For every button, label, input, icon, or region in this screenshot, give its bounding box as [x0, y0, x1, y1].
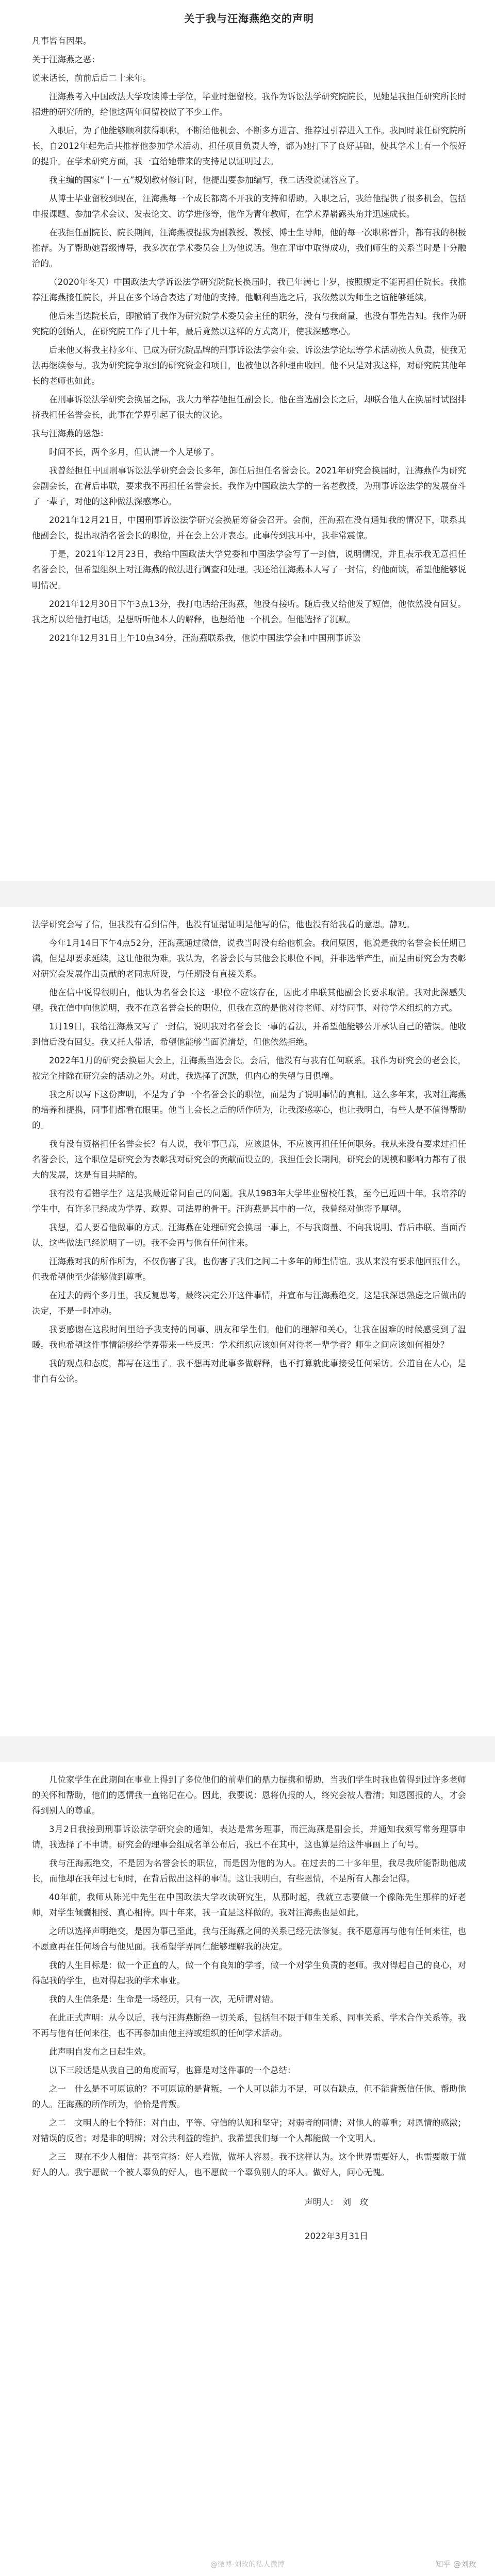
paragraph: 2021年12月21日，中国刑事诉讼法学研究会换届筹备会召开。会前，汪海燕在没有通知我的情况下，联系其他副会长，提出取消名誉会长的职位，并在会上公开表态。此事传到我耳中，我非常震惊。 [32, 515, 466, 541]
paragraph: 我曾经担任中国刑事诉讼法学研究会会长多年，卸任后担任名誉会长。2021年研究会换届时，汪海燕作为研究会副会长，在背后串联，要求我不再担任名誉会长。我作为中国政法大学的一名老教授，为刑事诉讼法学的发展奋斗了一辈子，对他的这种做法深感寒心。 [32, 466, 466, 507]
paragraph: 今年1月14日下午4点52分，汪海燕通过微信，说我当时没有给他机会。我问原因，他说是我的名誉会长任期已满，但是却要求延续，这让他很为难。我认为，名誉会长与其他会长职位不同，并非选举产生，而是由研究会为表彰对研究会发展作出贡献的老同志所设，与任期没有直接关系。 [32, 938, 466, 979]
paragraph: 我之所以写下这份声明，不是为了争一个名誉会长的职位，而是为了说明事情的真相。这么多年来，我对汪海燕的培养和提携，同事们都看在眼里。他当上会长之后的所作所为，让我深感寒心，也让我明白，有些人是不值得帮助的。 [32, 1090, 466, 1131]
paragraph: 我的观点和态度，都写在这里了。我不想再对此事多做解释，也不打算就此事接受任何采访。公道自在人心，是非自有公论。 [32, 1359, 466, 1384]
page-1-body [32, 33, 466, 646]
paragraph: 之一 什么是不可原谅的？不可原谅的是背叛。一个人可以能力不足，可以有缺点，但不能背叛信任他、帮助他的人。汪海燕的所作所为，恰恰是背叛。 [32, 2084, 466, 2110]
paragraph: 我主编的国家“十一五”规划教材修订时，他提出要参加编写，我二话没说就答应了。 [49, 175, 365, 185]
paragraph: 说来话长，前前后后二十来年。 [32, 73, 151, 83]
paragraph: 在此正式声明：从今以后，我与汪海燕断绝一切关系，包括但不限于师生关系、同事关系、学术合作关系等。我不再与他有任何来往，也不再参加由他主持或组织的任何学术活动。 [32, 2013, 466, 2039]
paragraph: 法学研究会写了信，但我没有看到信件，也没有证据证明是他写的信，他也没有给我看的意思。静观。 [32, 920, 415, 929]
declaration-date: 2022年3月31日 [305, 2231, 368, 2242]
paragraph: 2021年12月30日下午3点13分，我打电话给汪海燕，他没有接听。随后我又给他发了短信，他依然没有回复。我之所以给他打电话，是想听听他本人的解释，也想给他一个机会。但他选择了沉默。 [32, 599, 466, 624]
paragraph: 此声明自发布之日起生效。 [49, 2047, 151, 2057]
paragraph: 我有没有看错学生？这是我最近常问自己的问题。我从1983年大学毕业留校任教，至今已近四十年。我培养的学生中，有许多已经成为学界、政界、司法界的骨干。汪海燕是其中的一位，我曾经对他寄予厚望。 [32, 1189, 466, 1214]
paragraph: 我的人生目标是：做一个正直的人，做一个有良知的学者，做一个对学生负责的老师。我对得起自己的良心，对得起我的学生，也对得起我的学术事业。 [32, 1960, 466, 1986]
paragraph: 我想，看人要看他做事的方式。汪海燕在处理研究会换届一事上，不与我商量、不向我说明、背后串联、当面否认，这些做法已经说明了一切。我不会再与他有任何往来。 [32, 1223, 466, 1248]
paragraph: 关于汪海燕之恶： [32, 55, 100, 65]
paragraph: 他后来当选院长后，即撤销了我作为研究院学术委员会主任的职务，没有与我商量，也没有事先告知。我作为研究院的创始人，在研究院工作了几十年，最后竟然以这样的方式离开，使我深感寒心。 [32, 311, 466, 337]
document-page-1 [0, 0, 495, 881]
paragraph: 我与汪海燕绝交，不是因为名誉会长的职位，而是因为他的为人。在过去的二十多年里，我尽我所能帮助他成长，而他却在我年过七旬时，在背后做出这样的事情。这让我明白，有些恩情，不是所有人都会记得。 [32, 1858, 466, 1884]
paragraph: 凡事皆有因果。 [32, 36, 92, 46]
paragraph: 在过去的两个多月里，我反复思考，最终决定公开这件事情，并宣布与汪海燕绝交。这是我深思熟虑之后做出的决定，不是一时冲动。 [32, 1291, 466, 1316]
paragraph: 时间不长，两个多月，但认清一个人足够了。 [49, 447, 219, 457]
paragraph: 我有没有资格担任名誉会长？有人说，我年事已高，应该退休，不应该再担任任何职务。我从来没有要求过担任名誉会长，这个职位是研究会为表彰我对研究会的贡献而设立的。我担任会长期间，研究会的规模和影响力都有了很大的发展，这是有目共睹的。 [32, 1139, 466, 1180]
paragraph: 在我担任副院长、院长期间，汪海燕被提拔为副教授、教授、博士生导师，他的每一次职称晋升，都有我的积极推荐。为了帮助她晋级博导，我多次在学术委员会上为他说话。他在评审中取得成功，我们师生的关系当时是十分融洽的。 [32, 228, 466, 269]
paragraph: 2021年12月31日上午10点34分，汪海燕联系我，他说中国法学会和中国刑事诉讼 [49, 633, 361, 643]
paragraph: 我与汪海燕的恩怨： [32, 429, 109, 439]
paragraph: 从博士毕业留校到现在，汪海燕每一个成长都离不开我的支持和帮助。入职之后，我给他提供了很多机会，包括申报课题、参加学术会议、发表论文、访学进修等，他作为青年教师，在学术界崭露头角并迅速成长。 [32, 194, 466, 219]
paragraph: 1月19日，我给汪海燕又写了一封信，说明我对名誉会长一事的看法，并希望他能够公开承认自己的错误。他收到信后没有回复。我又托人带话，希望他能够当面说清楚，但他依然拒绝。 [32, 1022, 466, 1047]
paragraph: 汪海燕对我的所作所为，不仅伤害了我，也伤害了我们之间二十多年的师生情谊。我从来没有要求他回报什么，但我希望他至少能够做到尊重。 [32, 1257, 466, 1282]
page-2-body [32, 917, 466, 1387]
paragraph: 汪海燕考入中国政法大学攻读博士学位，毕业时想留校。我作为诉讼法学研究院院长，见她是我担任研究所长时招进的研究所的，给他这两年间留校做了不少工作。 [32, 92, 466, 117]
paragraph: 在刑事诉讼法学研究会换届之际，我大力举荐他担任副会长。他在当选副会长之后，却联合他人在换届时试图排挤我担任名誉会长，此事在学界引起了很大的议论。 [32, 395, 466, 420]
paragraph: 于是，2021年12月23日，我给中国政法大学党委和中国法学会写了一封信，说明情况，并且表示我无意担任名誉会长，但希望组织上对汪海燕的做法进行调查和处理。我还给汪海燕本人写了一封信，约他面谈，希望他能够说明情况。 [32, 549, 466, 590]
document-page-3 [0, 1762, 495, 2576]
paragraph: 以下三段话是从我自己的角度而写，也算是对这件事的一个总结： [49, 2065, 296, 2076]
paragraph: 40年前，我师从陈光中先生在中国政法大学攻读研究生，从那时起，我就立志要做一个像陈先生那样的好老师，对学生倾囊相授、真心相待。四十年来，我一直是这样做的。我对汪海燕也是如此。 [32, 1892, 466, 1918]
paragraph: 之所以选择声明绝交，是因为事已至此，我与汪海燕之间的关系已经无法修复。我不愿意再与他有任何来往，也不愿意再在任何场合与他见面。我希望学界同仁能够理解我的决定。 [32, 1926, 466, 1952]
paragraph: 之二 文明人的七个特征：对自由、平等、守信的认知和坚守；对弱者的同情；对他人的尊重；对恩情的感激；对错误的反省；对是非的明辨；对公共利益的维护。我希望我们每一个人都能做一个文明人。 [32, 2118, 466, 2144]
paragraph: 之三 现在不少人相信：甚至宣扬：好人难做，做坏人容易。我不这样认为。这个世界需要好人，也需要敢于做好人的人。我宁愿做一个被人辜负的好人，也不愿做一个辜负别人的坏人。做好人，问心无愧。 [32, 2152, 466, 2178]
declarant-name: 声明人： 刘 玫 [304, 2197, 368, 2208]
paragraph: 3月2日我接到刑事诉讼法学研究会的通知，表达是常务理事，而汪海燕是副会长，并通知我须写常务理事申请，我选择了不申请。研究会的理事会组成名单公布后，我已不在其中，这也算是给这件事画上了句号。 [32, 1824, 466, 1850]
signature-block [32, 2195, 466, 2244]
page-3-body [32, 1772, 466, 2180]
document-page-2 [0, 907, 495, 1736]
paragraph: 我的人生信条是：生命是一场经历，只有一次，无所谓对错。 [49, 1994, 279, 2005]
paragraph: 他在信中说得很明白，他认为名誉会长这一职位不应该存在，因此才串联其他副会长要求取消。我对此深感失望。我在信中向他说明，我不在意名誉会长的职位，但我在意的是他对待老师、对待同事、对待学术组织的方式。 [32, 988, 466, 1013]
page-separator [0, 1736, 495, 1762]
paragraph: 我要感谢在这段时间里给予我支持的同事、朋友和学生们。他们的理解和关心，让我在困难的时候感受到了温暖。我也希望这件事情能够给学界带来一些反思：学术组织应该如何对待老一辈学者？师生之间应该如何相处？ [32, 1325, 466, 1350]
document-title: 关于我与汪海燕绝交的声明 [184, 12, 314, 25]
weibo-watermark: @微博·刘玫的私人微博 [210, 2561, 285, 2569]
paragraph: 后来他又将我主持多年、已成为研究院品牌的刑事诉讼法学会年会、诉讼法学论坛等学术活动换人负责，使我无法再继续参与。我为研究院争取到的研究资金和项目，也被他以各种理由收回。他不只是对我这样，对研究院其他年长的老师也如此。 [32, 345, 466, 386]
paragraph: 入职后，为了他能够顺利获得职称，不断给他机会、不断多方进言、推荐过引荐进入工作。我同时兼任研究院所长，自2012年起先后共推荐他参加学术活动、担任项目负责人等，都为她打下了良好基础，使其学术上有一个很好的提升。在学术研究方面，我一直给她带来的支持足以证明过去。 [32, 126, 466, 167]
zhihu-watermark: 知乎 @刘玫 [435, 2560, 476, 2569]
paragraph: 2022年1月的研究会换届大会上，汪海燕当选会长。会后，他没有与我有任何联系。我作为研究会的老会长，被完全排除在研究会的活动之外。对此，我选择了沉默，但内心的失望与日俱增。 [32, 1056, 466, 1081]
paragraph: （2020年冬天）中国政法大学诉讼法学研究院院长换届时，我已年满七十岁，按照规定不能再担任院长。我推荐汪海燕接任院长，并且在多个场合表达了对他的支持。他顺利当选之后，我依然以为师生之谊能够延续。 [32, 277, 466, 303]
page-separator [0, 881, 495, 907]
paragraph: 几位家学生在此期间在事业上得到了多位他们的前辈们的鼎力提携和帮助，当我们学生时我也曾得到过许多老师的关怀和帮助，他们的恩情我一直铭记在心。因此，我要说：恩将仇报的人，终究会被人看清；知恩图报的人，才会得到别人的尊重。 [32, 1775, 466, 1816]
